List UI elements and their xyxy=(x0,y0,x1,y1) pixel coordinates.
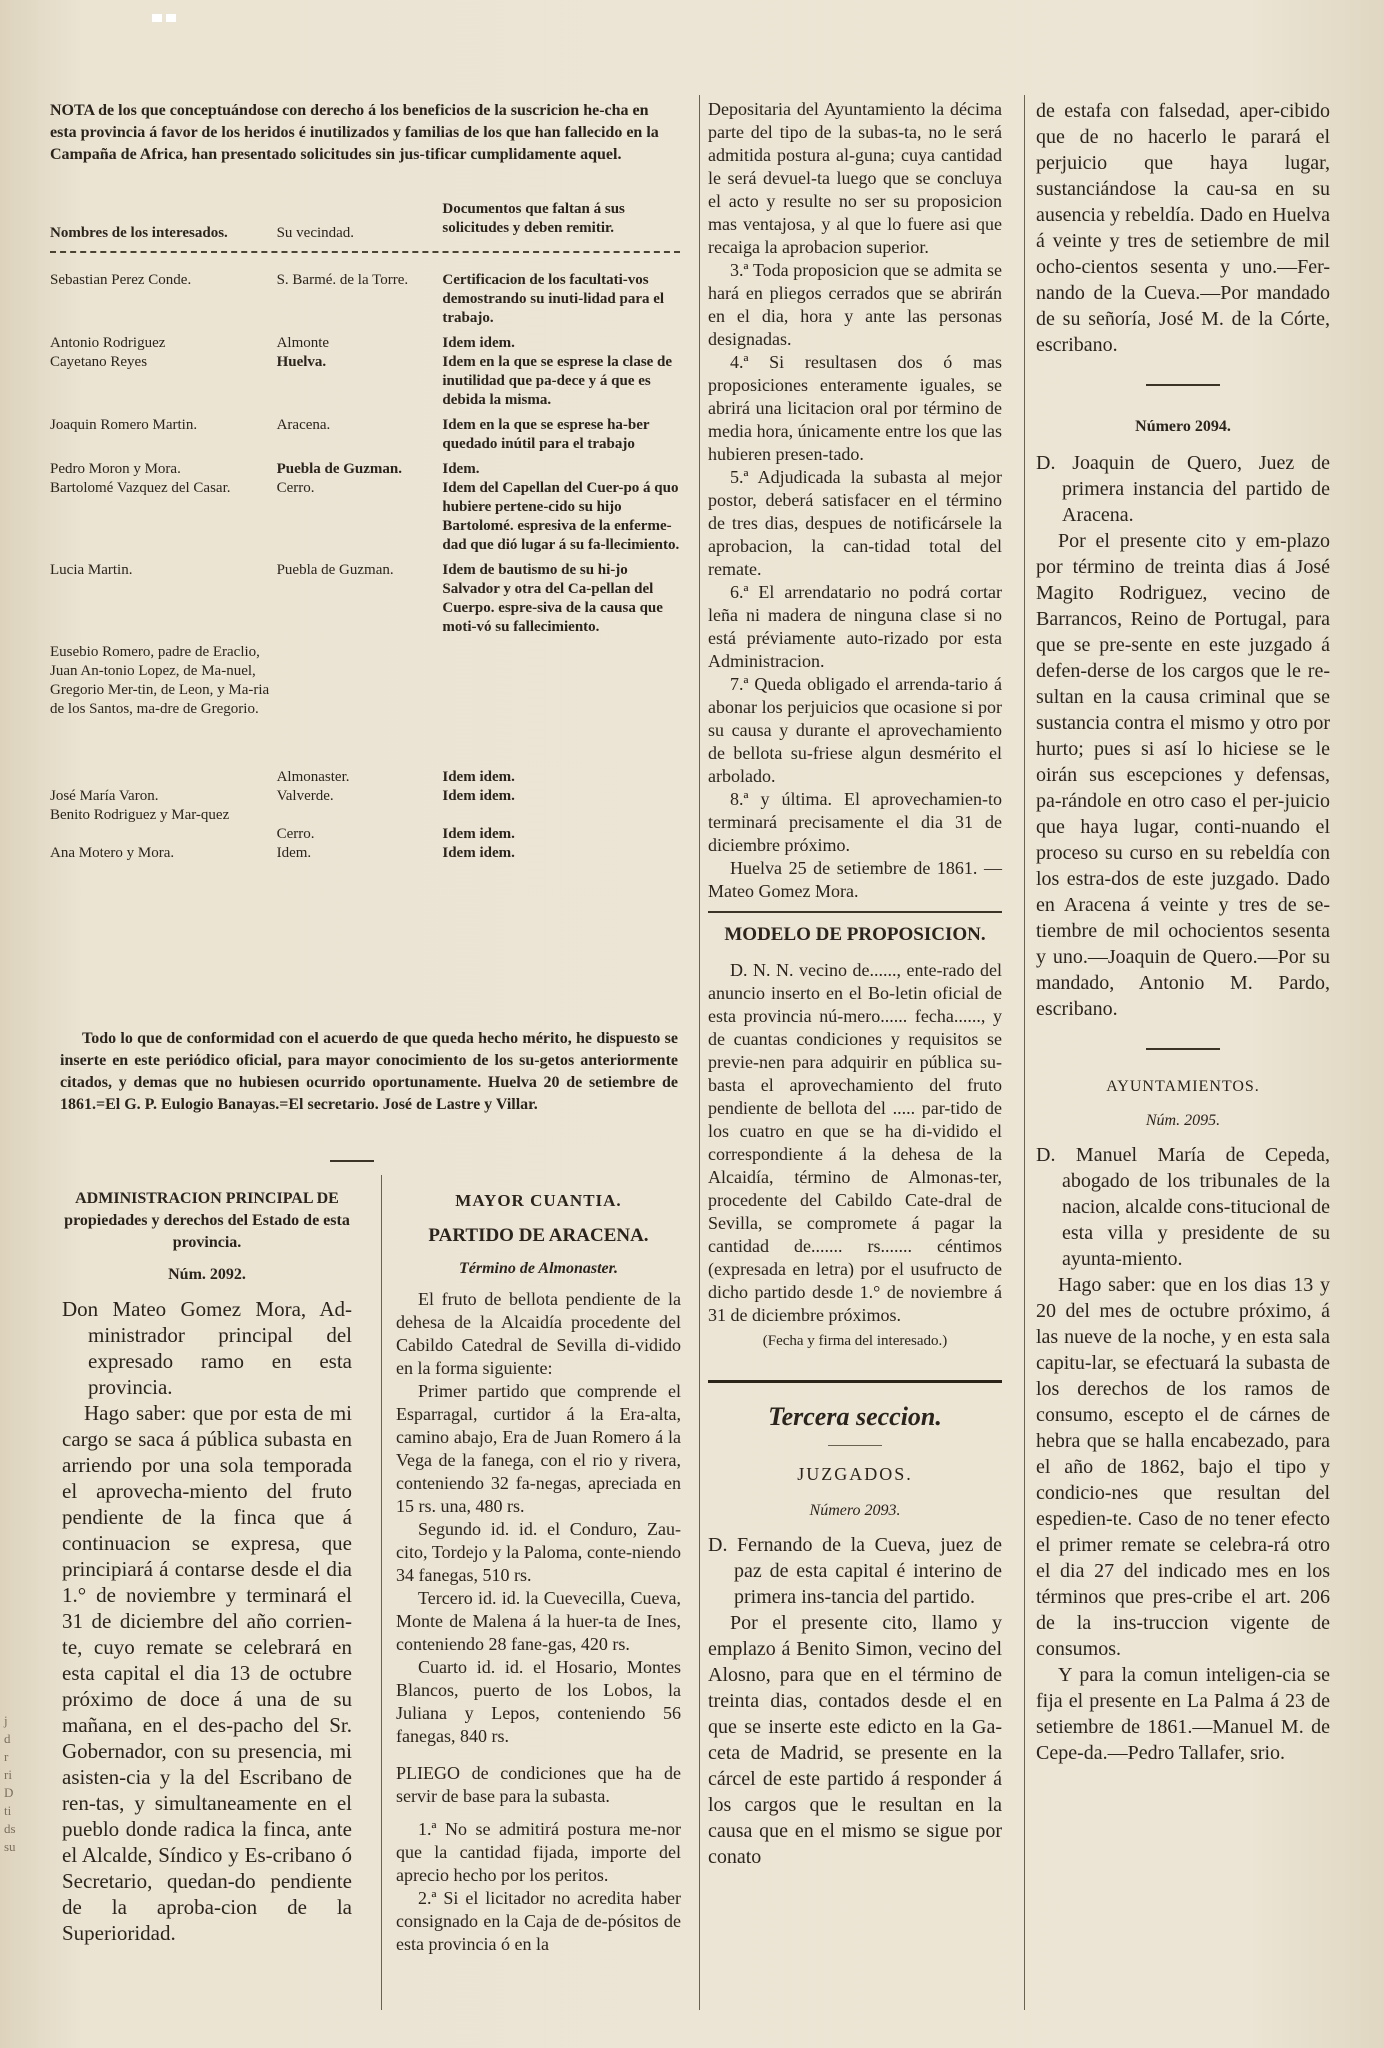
table-cell: Certificacion de los facultati-vos demostrando su inuti-lidad para el trabajo. xyxy=(442,272,665,326)
admin-number: Núm. 2092. xyxy=(168,1266,246,1283)
table-header-row xyxy=(50,200,680,249)
cepeda-body: Hago saber: que en los dias 13 y 20 del mes de octubre próximo, á las nueve de la noche, y en esta sala capitu-lar, se efectuará la subasta de los derechos de los ramos de consumo, escepto el de cárnes de hebra que se halla encabezado, para el año de 1862, bajo el tipo y condicio-nes que resultan del espedien-te. Caso de no tener efecto el primer remate se celebra-rá otro el dia 27 del indicado mes en los términos que pres-cribe el art. 206 de la ins-truccion vigente de consumos. xyxy=(1036,1274,1330,1660)
table-cell: Antonio Rodriguez xyxy=(50,335,166,351)
cepeda-intro: D. Manuel María de Cepeda, abogado de los tribunales de la nacion, alcalde cons-titucional de esta villa y presidente de su ayunta-miento. xyxy=(1036,1144,1330,1270)
condition-1: 1.ª No se admitirá postura me-nor que la cantidad fijada, importe del aprecio hecho por los peritos. xyxy=(396,1819,681,1885)
margin-mark: D xyxy=(4,1785,14,1800)
fernando-body: Por el presente cito, llamo y emplazo á Benito Simon, vecino del Alosno, para que en el término de treinta dias, contados desde el en que se inserte este edicto en la Ga-ceta de Madrid, se presente en la cárcel de este partido á responder á los cargos que le resultan en la causa que en el mismo se sigue por conato xyxy=(708,1612,1002,1868)
table-cell: Puebla de Guzman. xyxy=(276,562,394,578)
table-cell: Idem. xyxy=(442,461,480,477)
table-row xyxy=(50,416,680,460)
closing-text: Todo lo que de conformidad con el acuerdo de que queda hecho mérito, he dispuesto se inserte en este periódico oficial, para mayor conocimiento de los su-getos anteriormente citados, y demas que no hubiesen ocurrido oportunamente. Huelva 20 de setiembre de 1861.=El G. P. Eulogio Banayas.=El secretario. José de Lastre y Villar. xyxy=(60,1030,678,1113)
table-cell: Ana Motero y Mora. xyxy=(50,845,175,861)
column-rule xyxy=(699,95,700,2010)
juzgados-heading: JUZGADOS. xyxy=(797,1464,913,1484)
table-row xyxy=(50,460,680,479)
mayor-item: Primer partido que comprende el Esparragal, curtidor á la Era-alta, camino abajo, Era de Juan Romero á la Vega de la fanega, con el rio y rivera, conteniendo 32 fa-negas, apreciada en 15 rs. una, 480 rs. xyxy=(396,1381,681,1516)
table-row xyxy=(50,353,680,416)
table-cell: Idem. xyxy=(276,845,312,861)
table-cell: Almonte xyxy=(276,335,330,351)
condition-2-cont: Depositaria del Ayuntamiento la décima parte del tipo de la subas-ta, no le será admitida postura al-guna; cuya cantidad le será devuel-ta luego que se concluya el acto y resulte no ser su proposicion mas ventajosa, y al que lo fuere asi que recaiga la aprobacion superior. xyxy=(708,99,1002,257)
cepeda-closing: Y para la comun inteligen-cia se fija el presente en La Palma á 23 de setiembre de 1861.—Manuel M. de Cepe-da.—Pedro Tallafer, srio. xyxy=(1036,1664,1330,1764)
nota-closing xyxy=(60,1028,678,1116)
column-three xyxy=(708,98,1002,1870)
number-2095: Núm. 2095. xyxy=(1145,1112,1221,1129)
condition-7: 7.ª Queda obligado el arrenda-tario á abonar los perjuicios que ocasione si por su causa y durante el aprovechamiento de bellota su-friese algun desmérito el arbolado. xyxy=(708,674,1002,786)
table-cell: Idem idem. xyxy=(442,335,515,351)
table-cell: Cayetano Reyes xyxy=(50,354,148,370)
modelo-text: D. N. N. vecino de......, ente-rado del anuncio inserto en el Bo-letin oficial de esta provincia nú-mero...... fecha......, y de cuantas condiciones y requisitos se previe-nen para adquirir en pública su-basta el aprovechamiento del fruto pendiente de bellota del ..... par-tido de los cuatro en que se ha di-vidido el correspondiente á la dehesa de la Alcaidía, término de Almonas-ter, procedente del Cabildo Cate-dral de Sevilla, se compromete á pagar la cantidad de....... rs....... céntimos (expresada en letra) por el usufructo de dicho partido desde 1.° de noviembre á 31 de diciembre próximos. xyxy=(708,960,1002,1325)
table-cell: Pedro Moron y Mora. xyxy=(50,461,181,477)
table-cell: Idem idem. xyxy=(442,845,515,861)
admin-intro: Don Mateo Gomez Mora, Ad-ministrador principal del expresado ramo en esta provincia. xyxy=(62,1297,352,1399)
condition-8: 8.ª y última. El aprovechamien-to terminará precisamente el dia 31 de diciembre próximo. xyxy=(708,789,1002,855)
column-rule xyxy=(1024,95,1025,2010)
mayor-item: Tercero id. id. la Cuevecilla, Cueva, Monte de Malena á la huer-ta de Ines, conteniendo 28 fane-gas, 420 rs. xyxy=(396,1588,681,1654)
table-cell: Idem idem. xyxy=(442,826,515,842)
column-rule xyxy=(381,1175,382,2010)
table-cell: Aracena. xyxy=(276,417,331,433)
condition-2: 2.ª Si el licitador no acredita haber consignado en la Caja de de-pósitos de esta provincia ó en la xyxy=(396,1888,681,1954)
margin-mark: r xyxy=(4,1749,9,1764)
corner-mark xyxy=(152,14,182,22)
table-row xyxy=(50,643,680,787)
table-cell: José María Varon. xyxy=(50,788,159,804)
table-cell: Almonaster. xyxy=(276,769,350,785)
mayor-heading: MAYOR CUANTIA. xyxy=(455,1191,622,1210)
divider xyxy=(708,1380,1002,1383)
column-four xyxy=(1036,98,1330,1766)
ayuntamientos-heading: AYUNTAMIENTOS. xyxy=(1106,1078,1260,1095)
table-cell: Puebla de Guzman. xyxy=(276,461,403,477)
section-divider xyxy=(330,1160,374,1162)
margin-mark: j xyxy=(4,1713,8,1728)
divider xyxy=(1146,1048,1220,1050)
margin-mark: ri xyxy=(4,1767,12,1782)
table-cell: Sebastian Perez Conde. xyxy=(50,272,192,288)
pliego-heading: PLIEGO de condiciones que ha de servir de base para la subasta. xyxy=(396,1763,681,1806)
table-cell: Idem de bautismo de su hi-jo Salvador y otra del Ca-pellan del Cuerpo. espre-siva de la causa que moti-vó su fallecimiento. xyxy=(442,562,663,635)
table-row xyxy=(50,561,680,643)
divider xyxy=(1146,384,1220,386)
termino-heading: Término de Almonaster. xyxy=(459,1260,618,1277)
nota-table xyxy=(50,200,680,869)
modelo-signature: (Fecha y firma del interesado.) xyxy=(762,1333,948,1349)
admin-heading: ADMINISTRACION PRINCIPAL DE propiedades y derechos del Estado de esta provincia. xyxy=(64,1190,350,1251)
number-2093: Número 2093. xyxy=(809,1502,901,1519)
condition-5: 5.ª Adjudicada la subasta al mejor postor, deberá satisfacer en el término de tres dias, despues de notificársele la aprobacion, la can-tidad total del remate. xyxy=(708,467,1002,579)
condition-6: 6.ª El arrendatario no podrá cortar leña ni madera de ninguna clase si no está préviamente auto-rizado por esta Administracion. xyxy=(708,582,1002,671)
mayor-item: Segundo id. id. el Conduro, Zau-cito, Tordejo y la Paloma, conte-niendo 34 fanegas, 510 rs. xyxy=(396,1519,681,1585)
table-cell: Idem en la que se esprese la clase de inutilidad que pa-dece y á que es debida la misma. xyxy=(442,354,673,408)
table-cell: Cerro. xyxy=(276,480,315,496)
margin-mark: su xyxy=(4,1839,16,1854)
quero-intro: D. Joaquin de Quero, Juez de primera instancia del partido de Aracena. xyxy=(1036,452,1330,526)
table-row xyxy=(50,334,680,353)
margin-mark: ti xyxy=(4,1803,12,1818)
table-cell: Valverde. xyxy=(276,788,334,804)
nota-text: NOTA de los que conceptuándose con derecho á los beneficios de la suscricion he-cha en esta provincia á favor de los heridos é inutilizados y familias de los que han fallecido en la Campaña de Africa, han presentado solicitudes sin jus-tificar cumplidamente aquel. xyxy=(50,102,659,163)
table-cell: Joaquin Romero Martin. xyxy=(50,417,198,433)
table-cell: Cerro. xyxy=(276,826,315,842)
admin-column xyxy=(62,1188,352,1946)
mayor-column xyxy=(396,1190,681,1956)
table-cell: Bartolomé Vazquez del Casar. xyxy=(50,480,231,496)
margin-mark: ds xyxy=(4,1821,16,1836)
table-row xyxy=(50,806,680,844)
condition-4: 4.ª Si resultasen dos ó mas proposiciones enteramente iguales, se abrirá una licitacion oral por término de media hora, únicamente entre los que las hubieren presen-tado. xyxy=(708,352,1002,464)
partido-heading: PARTIDO DE ARACENA. xyxy=(428,1225,649,1246)
table-cell: S. Barmé. de la Torre. xyxy=(276,272,409,288)
modelo-heading: MODELO DE PROPOSICION. xyxy=(724,924,986,945)
seccion-heading: Tercera seccion. xyxy=(768,1402,942,1431)
table-cell: Idem idem. xyxy=(442,769,515,785)
fernando-intro: D. Fernando de la Cueva, juez de paz de esta capital é interino de primera ins-tancia del partido. xyxy=(708,1534,1002,1608)
subasta-date: Huelva 25 de setiembre de 1861. —Mateo Gomez Mora. xyxy=(708,858,1002,901)
table-cell: Eusebio Romero, padre de Eraclio, Juan An-tonio Lopez, de Ma-nuel, Gregorio Mer-tin, de Leon, y Ma-ria de los Santos, ma-dre de Gregorio. xyxy=(50,644,270,717)
quero-body: Por el presente cito y em-plazo por término de treinta dias á José Magito Rodriguez, vecino de Barrancos, Reino de Portugal, para que se pre-sente en este juzgado á defen-derse de los cargos que le re-sultan en la causa criminal que se sustancia contra el mismo y otro por hurto; pues si así lo hiciese se le oirán sus escepciones y defensas, pa-rándole en otro caso el per-juicio que haya lugar, conti-nuando el proceso su curso en su rebeldía con los estra-dos de este juzgado. Dado en Aracena á veinte y tres de se-tiembre de mil ochocientos sesenta y uno.—Joaquin de Quero.—Por su mandado, Antonio M. Pardo, escribano. xyxy=(1036,530,1330,1020)
table-row xyxy=(50,271,680,334)
margin-marks xyxy=(4,1712,26,1856)
table-header: Documentos que faltan á sus solicitudes y deben remitir. xyxy=(442,201,625,236)
nota-heading xyxy=(50,100,675,166)
divider xyxy=(828,1445,882,1446)
divider xyxy=(708,911,1002,913)
table-header: Su vecindad. xyxy=(276,225,355,241)
table-cell: Idem idem. xyxy=(442,788,515,804)
table-row xyxy=(50,787,680,806)
mayor-intro: El fruto de bellota pendiente de la dehesa de la Alcaidía procedente del Cabildo Catedral de Sevilla di-vidido en la forma siguiente: xyxy=(396,1289,681,1378)
table-row xyxy=(50,844,680,869)
table-header: Nombres de los interesados. xyxy=(50,225,228,241)
table-row xyxy=(50,479,680,561)
table-cell: Idem en la que se esprese ha-ber quedado inútil para el trabajo xyxy=(442,417,650,452)
table-cell: Huelva. xyxy=(276,354,327,370)
table-cell: Idem del Capellan del Cuer-po á quo hubiere pertene-cido su hijo Bartolomé. espresiva de la enferme-dad que dió lugar á su fa-llecimiento. xyxy=(442,480,680,553)
mayor-item: Cuarto id. id. el Hosario, Montes Blancos, puerto de los Lobos, la Juliana y Lepos, conteniendo 56 fanegas, 840 rs. xyxy=(396,1657,681,1746)
fernando-cont: de estafa con falsedad, aper-cibido que de no hacerlo le parará el perjuicio que haya lugar, sustanciándose la cau-sa en su ausencia y rebeldía. Dado en Huelva á veinte y tres de setiembre de mil ocho-cientos sesenta y uno.—Fer-nando de la Cueva.—Por mandado de su señoría, José M. de la Córte, escribano. xyxy=(1036,100,1330,356)
admin-body: Hago saber: que por esta de mi cargo se saca á pública subasta en arriendo por una sola temporada el aprovecha-miento del fruto pendiente de la finca que á continuacion se expresa, que principiará á contarse desde el dia 1.° de noviembre y terminará el 31 de diciembre del año corrien-te, cuyo remate se celebrará en esta capital el dia 13 de octubre próximo de doce á una de su mañana, en el des-pacho del Sr. Gobernador, con su presencia, mi asisten-cia y la del Escribano de ren-tas, y simultaneamente en el pueblo donde radica la finca, ante el Alcalde, Síndico y Es-cribano ó Secretario, quedan-do pendiente de la aproba-cion de la Superioridad. xyxy=(62,1401,352,1945)
number-2094: Número 2094. xyxy=(1135,418,1231,435)
condition-3: 3.ª Toda proposicion que se admita se hará en pliegos cerrados que se abrirán en el dia, hora y ante las personas designadas. xyxy=(708,260,1002,349)
table-cell: Benito Rodriguez y Mar-quez xyxy=(50,807,230,823)
table-cell: Lucia Martin. xyxy=(50,562,133,578)
margin-mark: d xyxy=(4,1731,11,1746)
